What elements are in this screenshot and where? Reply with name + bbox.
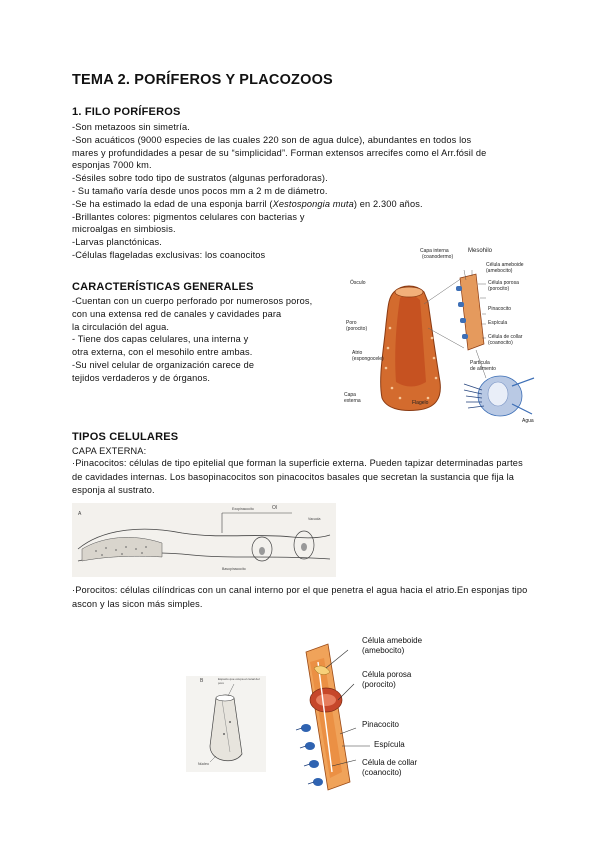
label-atrio: Atrio (352, 350, 363, 356)
page-title: TEMA 2. PORÍFEROS Y PLACOZOOS (72, 72, 333, 88)
label-ol: Ol (272, 505, 277, 511)
section1-text (72, 121, 486, 262)
label-espongocele: (espongocele) (352, 356, 384, 362)
label-espicula-large: Espícula (374, 740, 405, 749)
text-line: -Cuentan con un cuerpo perforado por numerosos poros, (72, 296, 313, 306)
text-line: -Su nivel celular de organización carece de (72, 359, 255, 370)
section2-text (72, 295, 312, 385)
label-celula-ameboide: Célula ameboide (486, 262, 524, 268)
label-celula-porosa: Célula porosa (488, 280, 519, 286)
label-espicula: Espícula (488, 320, 508, 326)
label-b: B (200, 678, 204, 684)
label-porocito-large: (porocito) (362, 680, 396, 689)
label-celula-collar-large: Célula de collar (362, 758, 418, 767)
pinacocyte-figure (72, 503, 336, 577)
label-celula-porosa-large: Célula porosa (362, 670, 412, 679)
text-line: -Son acuáticos (9000 especies de las cuales 220 son de agua dulce), abundantes en todos los (72, 134, 472, 145)
text-line: otra externa, con el mesohilo entre ambas. (72, 347, 253, 358)
sponge-wall-figure (292, 632, 478, 792)
pinacocitos-paragraph: ·Pinacocitos: células de tipo epitelial que forman la superficie externa. Pueden tapizar determinadas partes de cavidades internas. Los basopinacocitos son pinacocitos basales que secretan la sustancia que fija la esponja al sustrato. (72, 458, 523, 495)
label-basopinacocito: Basopinacocito (222, 567, 246, 571)
text-line: -Células flageladas exclusivas: los coanocitos (72, 249, 266, 260)
label-osculo: Ósculo (350, 280, 366, 286)
section-heading-caracteristicas: CARACTERÍSTICAS GENERALES (72, 281, 254, 293)
text-line: -Sésiles sobre todo tipo de sustratos (algunas perforadoras). (72, 173, 328, 184)
label-flagelo: Flagelo (412, 400, 429, 406)
porocitos-paragraph: ·Porocitos: células cilíndricas con un canal interno por el que penetra el agua hacia el atrio.En esponjas tipo ascon y las sicon más simples. (72, 585, 528, 609)
label-pinacodermo: externa (344, 398, 361, 404)
text-line: - Tiene dos capas celulares, una interna y (72, 334, 249, 345)
label-amebocito-large: (amebocito) (362, 646, 405, 655)
label-coanocito-large: (coanocito) (362, 768, 402, 777)
label-mesohilo: Mesohilo (468, 248, 493, 254)
label-coanocito: (coanocito) (488, 340, 513, 346)
barrel-pre: -Se ha estimado la edad de una esponja barril ( (72, 198, 273, 209)
label-amebocito: (amebocito) (486, 268, 513, 274)
text-line: microalgas en simbiosis. (72, 224, 176, 235)
section-heading-tipos-celulares: TIPOS CELULARES (72, 431, 179, 443)
label-vacuola: Vacuola (308, 517, 321, 521)
label-agua: Agua (522, 418, 534, 424)
label-exopinacocito: Exopinacocito (232, 507, 254, 511)
porocyte-drawing (186, 676, 266, 772)
label-poro: Poro (346, 320, 357, 326)
barrel-post: ) en 2.300 años. (353, 198, 423, 209)
text-line-barrel (72, 198, 486, 211)
porocyte-figure (186, 676, 266, 772)
pinacocyte-drawing (72, 503, 336, 577)
text-line: la circulación del agua. (72, 321, 170, 332)
sponge-anatomy-figure (336, 248, 538, 426)
section-heading-poriferos: 1. FILO PORÍFEROS (72, 106, 181, 118)
label-pinacocito: Pinacocito (488, 306, 512, 312)
label-porocito-small: (porocito) (346, 326, 368, 332)
label-celula-collar: Célula de collar (488, 334, 523, 340)
label-pore-space: Espacio que ocupa el canal del poro (218, 677, 260, 685)
text-line: tejidos verdaderos y de órganos. (72, 372, 211, 383)
text-line: -Larvas planctónicas. (72, 237, 162, 248)
barrel-species: Xestospongia muta (272, 198, 354, 209)
label-coanodermo: (coanodermo) (422, 254, 454, 260)
text-line: - Su tamaño varía desde unos pocos mm a 2 m de diámetro. (72, 185, 328, 196)
text-line: -Brillantes colores: pigmentos celulares con bacterias y (72, 211, 305, 222)
label-celula-ameboide-large: Célula ameboide (362, 636, 423, 645)
text-line: con una extensa red de canales y cavidades para (72, 308, 282, 319)
label-a: A (78, 511, 82, 517)
label-porocito: (porocito) (488, 286, 510, 292)
text-line: -Son metazoos sin simetría. (72, 122, 190, 132)
label-particula: Partícula (470, 360, 490, 366)
label-capa-externa: Capa (344, 392, 356, 398)
label-capa-interna: Capa interna (420, 248, 449, 254)
label-nucleo: Núcleo (198, 762, 209, 766)
text-line: esponjas 7000 km. (72, 160, 152, 171)
subheading-capa-externa: CAPA EXTERNA: (72, 446, 147, 456)
text-line: mares y profundidades a pesar de su “simplicidad”. Forman extensos arrecifes como el Arr.fósil de (72, 147, 487, 158)
label-de-alimento: de alimento (470, 366, 496, 372)
label-pinacocito-large: Pinacocito (362, 720, 399, 729)
